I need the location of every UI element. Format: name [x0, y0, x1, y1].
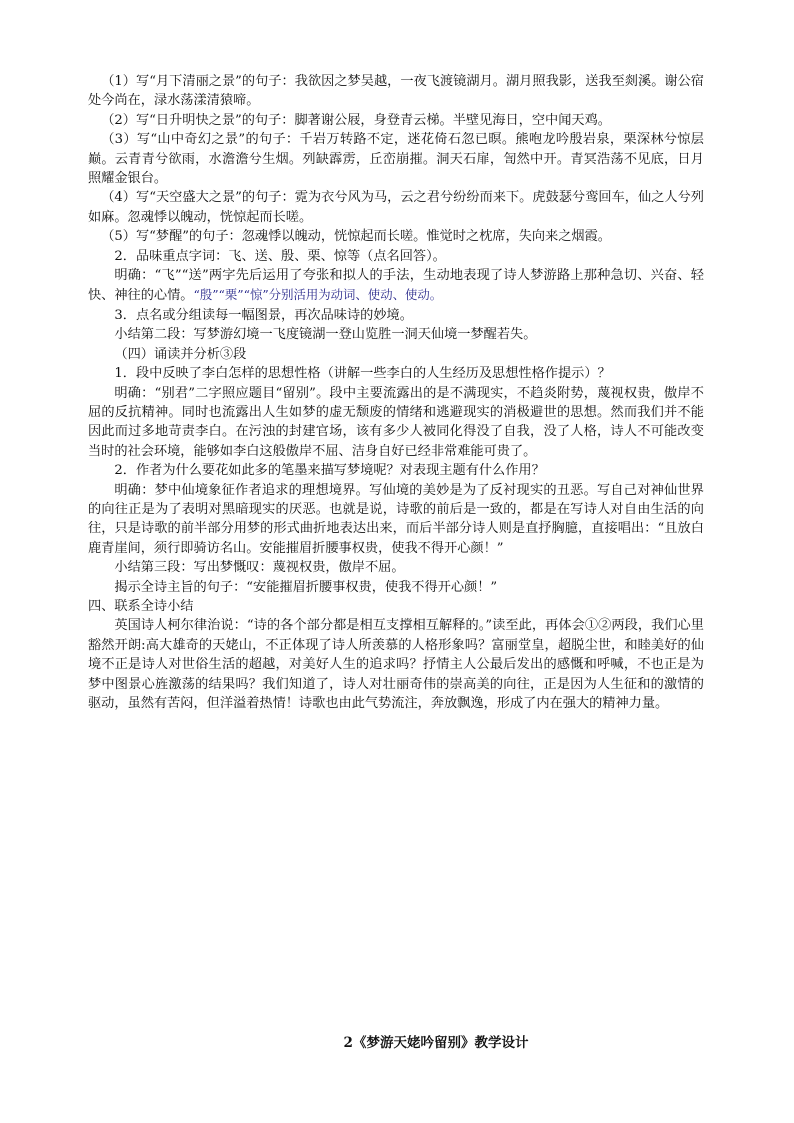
paragraph-word-taste: 2．品味重点字词：飞、送、殷、栗、惊等（点名回答）。 [114, 248, 446, 264]
paragraph-reading-task: 3．点名或分组读每一幅图景，再次品味诗的妙境。 [114, 307, 413, 323]
paragraph-summary-3: 小结第三段：写出梦慨叹：蔑视权贵，傲岸不屈。 [114, 560, 405, 576]
section-heading-conclusion: 四、联系全诗小结 [88, 598, 194, 614]
document-body [88, 72, 704, 713]
paragraph-theme: 揭示全诗主旨的句子：“安能摧眉折腰事权贵，使我不得开心颜！” [114, 579, 498, 595]
paragraph-summary-2: 小结第二段：写梦游幻境一飞度镜湖一登山览胜一洞天仙境一梦醒若失。 [114, 327, 537, 343]
answer-2: 明确：梦中仙境象征作者追求的理想境界。写仙境的美妙是为了反衬现实的丑恶。写自己对神仙世界的向往正是为了表明对黑暗现实的厌恶。也就是说，诗歌的前后是一致的，都是在写诗人对自由生活的向往，只是诗歌的前半部分用梦的形式曲折地表达出来，而后半部分诗人则是直抒胸臆，直接唱出：“且放白鹿青崖间，须行即骑访名山。安能摧眉折腰事权贵，使我不得开心颜！” [88, 482, 704, 556]
paragraph-scene-1: （1）写“月下清丽之景”的句子：我欲因之梦吴越，一夜飞渡镜湖月。湖月照我影，送我至剡溪。谢公宿处今尚在，渌水荡漾清猿啼。 [88, 74, 704, 109]
question-1: 1．段中反映了李白怎样的思想性格（讲解一些李白的人生经历及思想性格作提示）？ [114, 366, 611, 382]
paragraph-conclusion: 英国诗人柯尔律治说：“诗的各个部分都是相互支撑相互解释的。”读至此，再体会①②两段，我们心里豁然开朗:高大雄奇的天姥山，不正体现了诗人所羡慕的人格形象吗？富丽堂皇，超脱尘世，和睦美好的仙境不正是诗人对世俗生活的超越，对美好人生的追求吗？抒情主人公最后发出的感慨和呼喊，不也正是为梦中图景心旌激荡的结果吗？我们知道了，诗人对壮丽奇伟的崇高美的向往，正是因为人生征和的激情的驱动，虽然有苦闷，但洋溢着热情！诗歌也由此气势流注，奔放飘逸，形成了内在强大的精神力量。 [88, 618, 704, 711]
answer-words-note: “殷”“栗”“惊”分别活用为动词、使动、使动。 [193, 287, 443, 303]
paragraph-answer-words [88, 266, 704, 306]
paragraph-scene-3: （3）写“山中奇幻之景”的句子：千岩万转路不定，迷花倚石忽已暝。熊咆龙吟殷岩泉，栗深林兮惊层巅。云青青兮欲雨，水澹澹兮生烟。列缺霹雳，丘峦崩摧。洞天石扉，訇然中开。青冥浩荡不见底，日月照耀金银台。 [88, 132, 704, 187]
answer-1: 明确：“别君”二字照应题目“留别”。段中主要流露出的是不满现实，不趋炎附势，蔑视权贵，傲岸不屈的反抗精神。同时也流露出人生如梦的虚无颓废的情绪和逃避现实的消极避世的思想。然而我们并不能因此而过多地苛责李白。在污浊的封建官场，该有多少人被同化得没了自我，没了人格，诗人不可能改变当时的社会环境，能够如李白这般傲岸不屈、洁身自好已经非常难能可贵了。 [88, 385, 704, 459]
paragraph-scene-2: （2）写“日升明快之景”的句子：脚著谢公屐，身登青云梯。半壁见海日，空中闻天鸡。 [101, 112, 611, 128]
paragraph-scene-5: （5）写“梦醒”的句子：忽魂悸以魄动，恍惊起而长嗟。惟觉时之枕席，失向来之烟霞。 [101, 229, 611, 245]
paragraph-scene-4: （4）写“天空盛大之景”的句子：霓为衣兮风为马，云之君兮纷纷而来下。虎鼓瑟兮鸾回车，仙之人兮列如麻。忽魂悸以魄动，恍惊起而长嗟。 [88, 190, 704, 225]
footer-title: 2《梦游天姥吟留别》教学设计 [343, 1035, 529, 1051]
section-heading-4: （四）诵读并分析③段 [114, 346, 247, 362]
answer-words-text: 明确：“飞”“送”两字先后运用了夸张和拟人的手法，生动地表现了诗人梦游路上那种急切、兴奋、轻快、神往的心情。 [88, 268, 704, 304]
question-2: 2．作者为什么要花如此多的笔墨来描写梦境呢？对表现主题有什么作用？ [114, 463, 545, 479]
